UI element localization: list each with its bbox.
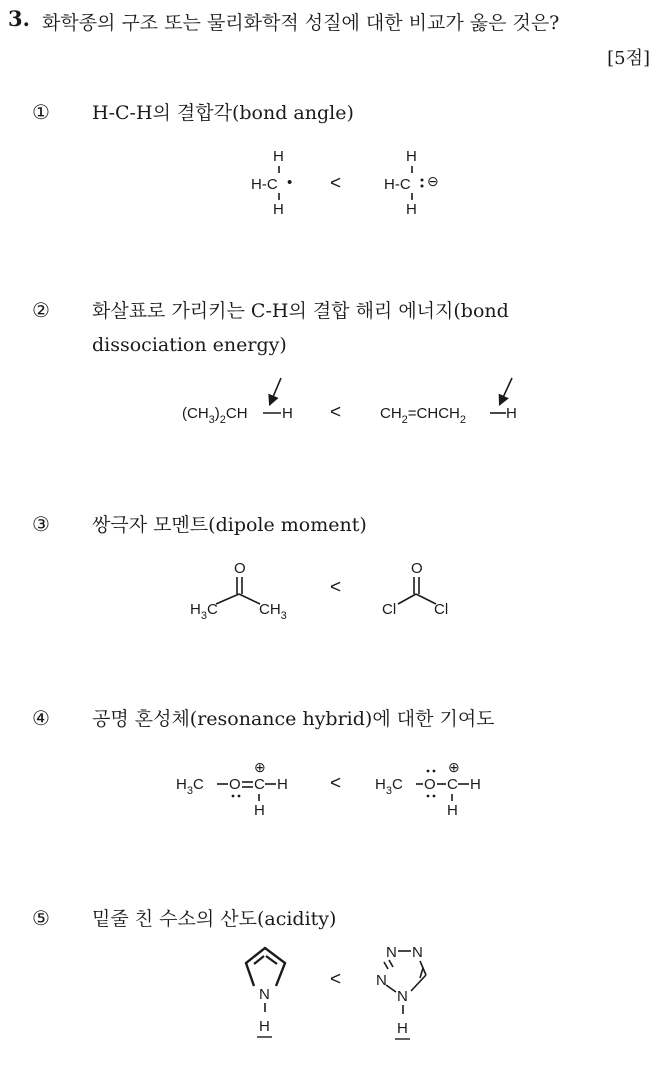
opt4-left-c: C (192, 776, 204, 793)
opt2-left-sub-b: 2 (219, 414, 226, 426)
option-5-marker[interactable]: ⑤ (32, 906, 50, 930)
opt4-right-c: C (391, 776, 403, 793)
opt3-left-h-sub: 3 (200, 610, 207, 622)
opt2-right-sub-b: 2 (459, 414, 467, 426)
option-4-right-structure (375, 759, 481, 819)
option-4-marker[interactable]: ④ (32, 706, 50, 730)
option-1-marker[interactable]: ① (32, 100, 50, 124)
opt4-left-h-sub: 3 (186, 785, 193, 797)
opt2-comparator: < (330, 402, 342, 423)
opt1-left-hc: H-C (251, 176, 278, 193)
opt3-right-ch: CH (259, 601, 281, 618)
question-points: [5점] (607, 48, 650, 69)
option-2-right-structure (380, 378, 517, 426)
opt4-comparator: < (330, 773, 342, 794)
opt1-left-h-bottom: H (273, 201, 284, 218)
opt4-left-h-bottom: H (254, 802, 265, 819)
opt4-left-h: H (176, 776, 187, 793)
opt2-right-part-b: =CHCH (407, 405, 460, 422)
option-2-left-structure (182, 378, 293, 426)
opt1-comparator: < (330, 173, 342, 194)
option-3-left-structure (190, 560, 287, 622)
opt1-right-hc: H-C (384, 176, 411, 193)
opt1-left-radical: • (287, 174, 293, 191)
opt5-right-n1: N (386, 944, 397, 961)
option-1-right-structure (384, 148, 439, 218)
opt5-right-n4: N (397, 988, 408, 1005)
option-2-marker[interactable]: ② (32, 298, 50, 322)
opt1-left-h-top: H (273, 148, 284, 165)
opt4-right-o: O (424, 776, 436, 793)
opt4-right-h2: H (470, 776, 481, 793)
opt3-comparator: < (330, 577, 342, 598)
option-3-text: 쌍극자 모멘트(dipole moment) (92, 514, 367, 536)
opt1-right-h-top: H (406, 148, 417, 165)
opt4-left-h2: H (277, 776, 288, 793)
opt3-right-o: O (411, 560, 423, 577)
svg-text:H3C (176, 776, 204, 797)
opt4-left-charge: ⊕ (254, 759, 266, 775)
option-3-right-structure (382, 560, 448, 618)
opt5-comparator: < (330, 969, 342, 990)
svg-text:(CH3)2CH (182, 405, 248, 426)
svg-text:CH3 (259, 601, 287, 622)
opt2-left-h: H (282, 405, 293, 422)
option-5-right-structure (376, 944, 426, 1039)
opt3-right-cl-left: Cl (382, 601, 397, 618)
opt3-right-ch-sub: 3 (280, 610, 287, 622)
opt1-right-h-bottom: H (406, 201, 417, 218)
svg-text:CH2=CHCH2 (380, 405, 466, 426)
option-1-left-structure (251, 148, 292, 218)
opt2-right-h: H (506, 405, 517, 422)
opt2-left-part-a: (CH (182, 405, 209, 422)
option-5-text: 밑줄 친 수소의 산도(acidity) (92, 908, 337, 930)
option-4-left-structure (176, 759, 288, 819)
opt4-right-h: H (375, 776, 386, 793)
option-4-text: 공명 혼성체(resonance hybrid)에 대한 기여도 (92, 708, 495, 730)
svg-text:H3C (190, 601, 218, 622)
option-5-left-structure (246, 948, 285, 1037)
opt1-right-charge: ⊖ (427, 173, 439, 189)
opt5-left-n: N (259, 986, 270, 1003)
opt4-right-charge: ⊕ (448, 759, 460, 775)
opt2-left-part-b: ) (214, 405, 220, 422)
opt2-left-sub-a: 3 (208, 414, 215, 426)
opt2-left-part-c: CH (225, 405, 248, 422)
option-1-text: H-C-H의 결합각(bond angle) (92, 102, 354, 124)
opt3-left-o: O (234, 560, 246, 577)
opt4-left-c2: C (254, 776, 265, 793)
question-number: 3. (8, 6, 30, 31)
opt4-right-h-sub: 3 (385, 785, 392, 797)
opt2-right-part-a: CH (380, 405, 402, 422)
option-3-marker[interactable]: ③ (32, 512, 50, 536)
option-2-text: 화살표로 가리키는 C-H의 결합 해리 에너지(bond dissociation energy) (92, 300, 509, 356)
opt5-left-h: H (259, 1018, 270, 1035)
opt2-right-sub-a: 2 (401, 414, 408, 426)
opt5-right-h: H (397, 1020, 408, 1037)
opt4-right-h-bottom: H (447, 802, 458, 819)
opt3-left-h: H (190, 601, 201, 618)
opt3-right-cl-right: Cl (434, 601, 449, 618)
opt3-left-c: C (206, 601, 218, 618)
opt5-right-n3: N (376, 972, 387, 989)
svg-text:H3C (375, 776, 403, 797)
opt5-right-n2: N (412, 944, 423, 961)
opt4-right-c2: C (447, 776, 458, 793)
opt4-left-o: O (229, 776, 241, 793)
question-text: 화학종의 구조 또는 물리화학적 성질에 대한 비교가 옳은 것은? (42, 12, 560, 34)
